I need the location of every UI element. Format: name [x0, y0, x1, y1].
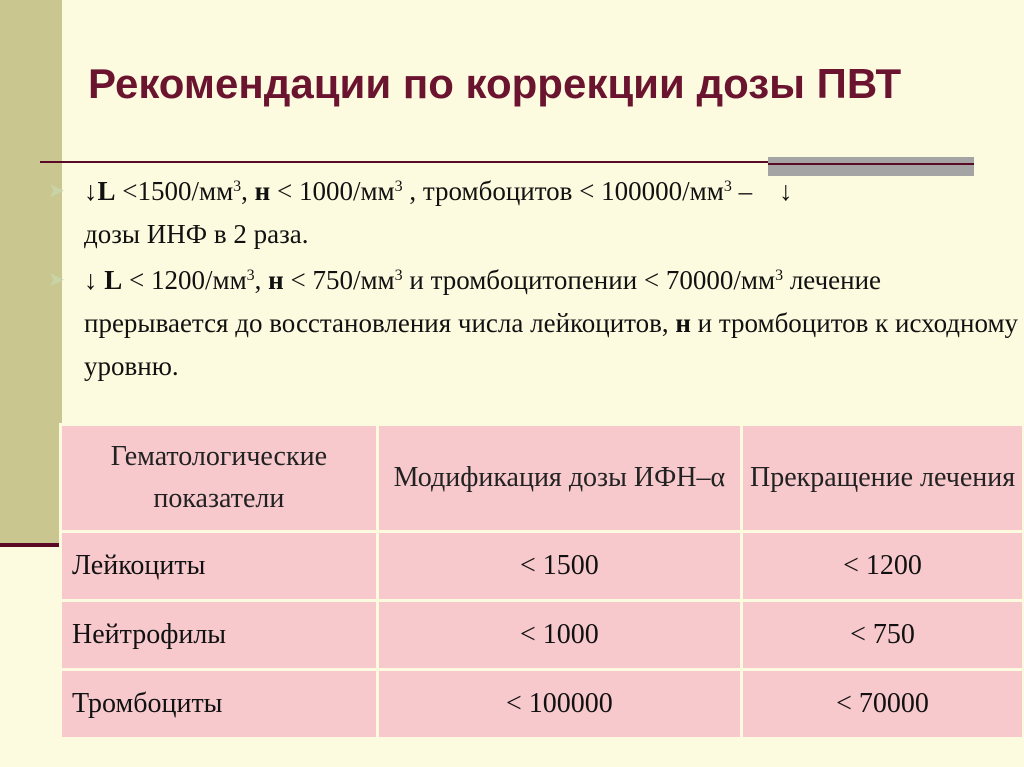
table-header-cell: Прекращение лечения	[742, 425, 1024, 532]
table-row	[61, 670, 1024, 739]
bullet-arrow-icon: ➤	[48, 269, 65, 291]
table-row	[61, 601, 1024, 670]
bullet-arrow-icon: ➤	[48, 180, 65, 202]
bullet-list	[48, 170, 1023, 388]
table-row	[61, 532, 1024, 601]
title-bar-line	[768, 163, 974, 165]
slide-title: Рекомендации по коррекции дозы ПВТ	[88, 60, 902, 107]
side-rule	[0, 543, 60, 547]
table-cell: Лейкоциты	[61, 532, 378, 601]
bullet-item: ➤ ↓L $<1500/мм^3$, $н < 1000/мм^3$ , тромбоцитов < $100000/мм^3$ – ↓ дозы ИНФ в 2 раза.	[48, 170, 1023, 256]
table-header-cell: Модификация дозы ИФН–α	[377, 425, 741, 532]
table-header-row	[61, 425, 1024, 532]
table-cell: Нейтрофилы	[61, 601, 378, 670]
table-cell: < 750	[742, 601, 1024, 670]
bullet-item: ➤ ↓ $L < 1200/мм^3$, $н < 750/мм^3$ и тромбоцитопении < $70000/мм^3$ лечение прерывается до восстановления числа лейкоцитов, н и тромбоцитов к исходному уровню.	[48, 259, 1023, 388]
table-cell: < 1200	[742, 532, 1024, 601]
table-cell: < 70000	[742, 670, 1024, 739]
table-cell: < 100000	[377, 670, 741, 739]
dose-table	[59, 423, 1024, 740]
table-cell: Тромбоциты	[61, 670, 378, 739]
table-cell: < 1500	[377, 532, 741, 601]
table-cell: < 1000	[377, 601, 741, 670]
table-header-cell: Гематологические показатели	[61, 425, 378, 532]
